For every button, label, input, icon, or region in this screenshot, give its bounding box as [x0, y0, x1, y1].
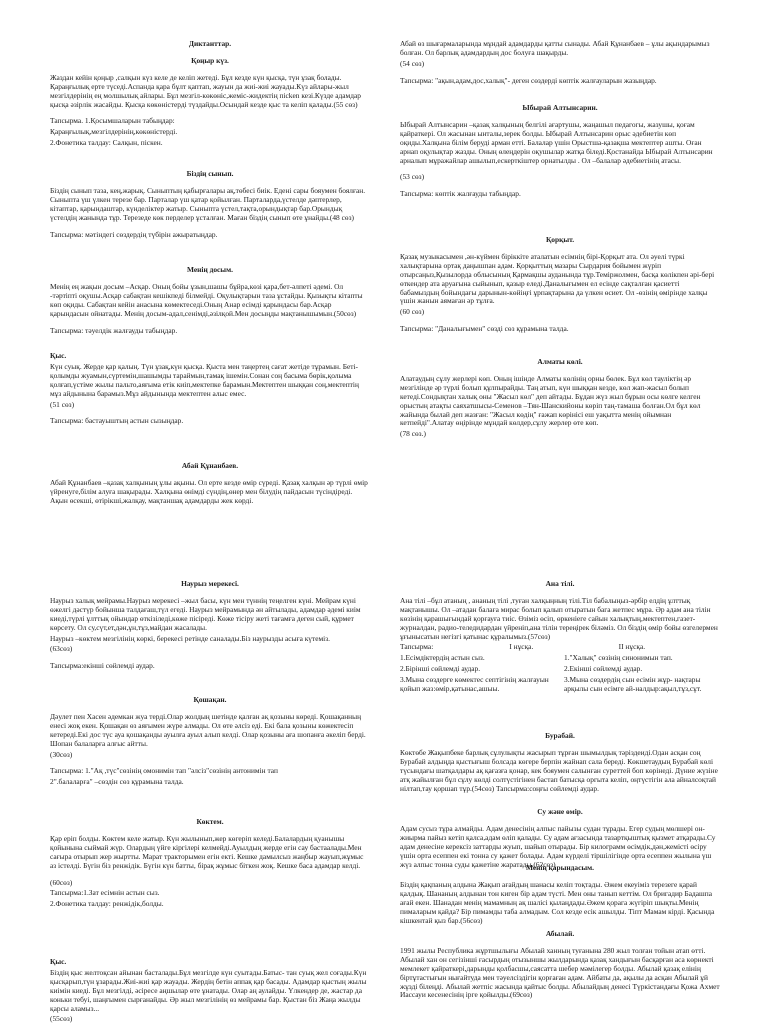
word-count: (51 сөз)	[50, 399, 75, 409]
variant-1-task: 1.Есімдіктердің астын сыз.	[400, 653, 485, 663]
word-count: (63сөз)	[50, 644, 73, 654]
section-title: Біздің сынып.	[186, 169, 234, 178]
word-count: (60сөз)	[50, 877, 73, 887]
section-qys	[50, 352, 370, 434]
section-title: Наурыз мерекесі.	[181, 579, 239, 588]
section-title: Менің досым.	[187, 265, 233, 274]
variant-2-label: II нұсқа.	[618, 642, 646, 652]
section-title: Менің қарындасым.	[525, 863, 595, 872]
variant-row	[400, 676, 720, 694]
task-text: Тапсырма. 1.Қосымшаларын табыңдар:	[50, 116, 175, 126]
section-dictation	[50, 40, 370, 150]
task-label: Тапсырма:	[400, 642, 434, 652]
variant-row	[400, 665, 720, 674]
section-title: Қошақан.	[193, 695, 227, 704]
variant-2-task: 1."Халық" сөзінің синонимын тап.	[564, 653, 673, 663]
dictation-heading: Диктанттар.	[188, 39, 232, 48]
section-title: Ыбырай Алтынсарин.	[522, 103, 598, 112]
variant-1-task: 3.Мына сөздерге көмектес септігінің жалғауын қойып жаз:өмір,қатынас,ашыы.	[400, 675, 549, 694]
section-title: Қоңыр күз.	[191, 55, 229, 65]
section-qys-2	[50, 958, 370, 1026]
variant-1-task: 2.Бірінші сөйлемді аудар.	[400, 664, 481, 674]
section-text: Наурыз –көктем мезгілінің көркі, берекесі ретінде саналады.Біз наурызды асыға күтеміз.	[50, 633, 330, 643]
section-qaryndas	[400, 864, 720, 933]
section-ana-tili	[400, 580, 720, 696]
section-text: Жаздан кейін қоңыр ,салқын күз келе де келіп жетеді. Бұл кезде күн қысқа, түн ұзақ болады. Қараңғылық ерте түседі.Аспанда қара бұлт қаптап, жауын да жиі-жиі жауады.Күз айлары-жыл мезгілдерінің ең молшылық айлары. Бұл мезгіл-көкөніс,жеміс-жидектің пісken кезі.Күзде адамдар қысқа әзірлік жасайды. Қысқа көкөністерді түздайды.Осындай кезде қыс та келіп қалады.(55 сөз)	[50, 72, 361, 109]
section-abay-continued	[400, 40, 720, 94]
section-title: Көктем.	[196, 817, 224, 826]
section-text: Ана тілі –бұл атаның , ананың тілі ,туған халқыңның тілі.Тіл бабалыңыз-әрбір елдің ұлттық мақтанышы. Ол –атадан балаға мирас болып қалып отыратын бага жетпес мұра. Әр адам ана тілін көзінің қарашығындай қорғауға тиіс. Өзіміз өсіп, өркеніеге сайын халықтың,мектептен,газет-журналдан, радио-теледидардан үйреніп,ана тілін тереңірек біләміз. Ол біздің өмір бойы өзгелермен ұғынысатын негізгі қатынас құралымыз.(57сөз)	[400, 595, 718, 641]
section-nauryz	[50, 580, 370, 679]
variant-row	[400, 654, 720, 663]
word-count: (30сөз)	[50, 749, 73, 759]
section-text: Наурыз халық мейрамы.Наурыз мерекесі –жыл басы, күн мен түннің теңелген күні. Мейрам күні өжелгі дәстүр бойынша талдағаш,түл егеді. Наурыз мейрамында ән айтылады, адамдар әдемі киім киеді,түрлі ұлттық ойындар өткізіледі,көже пісіреді. Көже тісіру жеті тағамға деген сый, құрмет көрсету. Ол су,сүт,ет,дән,ұн,тұз,майдан жасалады.	[50, 595, 361, 632]
variants-header	[400, 643, 720, 652]
section-almaty	[400, 358, 720, 441]
section-title: Абылай.	[545, 929, 575, 938]
task-text: Тапсырма: көптік жалғауды табыңдар.	[400, 189, 521, 199]
word-count: (60 сөз)	[400, 307, 425, 317]
section-ybyray	[400, 104, 720, 207]
section-title: Абай Құнанбаев.	[181, 461, 239, 470]
section-title: Бурабай.	[545, 731, 575, 740]
task-text: Тапсырма: "ақын,адам,дос,халық"- деген сөздерді көптік жалғауларын жазыңдар.	[400, 75, 657, 85]
section-qorqyt	[400, 236, 720, 342]
section-bizdin-synyp	[50, 170, 370, 247]
section-burabai	[400, 732, 720, 801]
task-text: Тапсырма: 1."Ақ ,түс"сөзінің омонимін тап "әлсіз"сөзінің антонимін тап	[50, 766, 278, 776]
section-text: Абай Құнанбаев –қазақ халқының ұлы ақыны. Ол ерте кезде өмір сүреді. Қазақ халқын әр түрлі өмір үйренуге,білім алуға шақырады. Халқына өнімді сүндің,өнер мен білудің пайдасын түсіндіреді. Ақын өсекші, өтірікші,жалқау, мақтаншақ адамдарды жек көрді.	[50, 477, 368, 505]
task-text: Тапсырма: тәуелдік жалғауды табыңдар.	[50, 325, 178, 335]
word-count: (78 сөз.)	[400, 429, 426, 439]
section-text: Ыбырай Алтынсарин –қазақ халқының белгілі ағартушы, жаңашыл педагогы, жазушы, қоғам қайраткері. Ол жасынан ынталы,зерек болды. Ыбырай Алтынсарин орыс әдебиетін көп оқиды.Халқына білім беруді арман етті. Балалар үшін Орыстша-қазақша мектептер ашты. Оған арнап оқулықтар жазды. Оның өлеңдерін оқушылар жатқа біледі.Қостанайда Ыбырай Алтынсарин арналып мұражайлар ашылып,ескерткіштер орнатылды . Ол –балалар әдебиетінің атасы.	[400, 119, 713, 165]
section-title: Алматы көлі.	[537, 357, 583, 366]
task-text: Тапсырма:1.Зат есімнін астын сыз.	[50, 888, 160, 898]
word-count: (55сөз)	[50, 1014, 73, 1024]
task-text: Тапсырма: "Даналығымен" сөзді сөз құрамына талда.	[400, 324, 569, 334]
section-title: Ана тілі.	[545, 579, 575, 588]
section-text: Қар еріп болды. Көктем келе жатыр. Күн жылынып,жер көгеріп келеді.Балалардың қуанышы қойынына сыймай жүр. Олардың үйге кіргілері келмейді.Ауылдың жерде егін сау бастаалады.Мен сағыра отырып жер жыртты. Марат тракторымен егін екті. Кешке дамылсыз жаңбыр жауып,жұмыс аз істелді. Бүгін біз ренжідік. Бүгін күн батты, бірақ жұмыс біткен жоқ. Кешке баса адамдар келді.	[50, 833, 364, 870]
task-text: Қараңғылық,мезгілдерінің,көкөністерді.	[50, 127, 178, 137]
word-count: (54 сөз)	[400, 58, 425, 68]
section-text: Дәулет пен Хасен әдемкан жуа терді.Олар жолдың шетінде қалған ақ қозыны көреді. Қошақанның енесі жоқ екен. Қошақан өз аяғымен жүре алмады. Ол өте әлсіз еді. Екі бала қозыны көжектесіп кетереді.Екі дос түс ауа қошақанды ауылға ауыл алып келді. Олар қозыны аға шопанға әкеліп берді. Шопан балаларға алғыс айтты.	[50, 711, 366, 748]
section-text: Біздің қақпаның алдына Жақып ағайдың шанасы келіп тоқтады. Әжем екеуіміз терезеге қарай қалдық. Шананың алдынан тон киген бір адам түсті. Мен оны танып кеттім. Ол бригадир Бадашпа ағай екен. Шанадан менің мамамның ақ шалісі қылаңдады.Әжем қорага жүгіріп шықты.Менің пималарым қайда? Бір пимамды таба алмадым. Сол кезде есік ашылды. Тіпт Мамам кірді. Қасында кішкентай қыз бар.(56сөз)	[400, 879, 715, 925]
section-ablai	[400, 930, 720, 1002]
word-count: (53 сөз)	[400, 172, 425, 182]
task-text: 2".балаларға" –сөздін сөз құрамына талда.	[50, 777, 184, 787]
section-title: Қорқыт.	[545, 235, 575, 244]
section-text: Алатаудың сұлу жерлері көп. Оның ішінде Алматы көлінің орны бөлек. Бұл көл тауліктің әр мезгілінде әр түрлі болып құлпырайды. Таң атып, күн шыққан кезде, көл жап-жасыл болып кетеді.Сондықтан халық оны "Жасыл көл" деп айтады. Бұдан жүз жыл бұрын осы көлге келген орыстың атақты саяхатшысы-Семенов –Тян-Шанскийоны көріп таң-тамаша болған.Ол бұл көл жайында былай деп жазған: "Жасыл көдің" ғажап көрінісі еш уақытта менің ойымнан кетпейді".Алатау өңірінде мұндай көлдер,сұлу жерлер өте көп.	[400, 373, 701, 428]
section-title: Қыс.	[50, 351, 67, 360]
variant-1-label: I нұсқа.	[509, 642, 534, 652]
task-text: 2.Фонетика талдау: Салқын, піскен.	[50, 138, 163, 148]
section-text: Қазақ музыкасымен ,ән-күймен біріккіте аталатын есімнің бірі-Қорқыт ата. Ол әуелі түркі халықтарына ортақ даңышпан адам. Қорқыттың мазары Сырдария бойымен жүріп отырсаңыз,Қызылорда облысының Қармақшы ауданында тұр.Темiржолмен, басқа көлікпен әрі-бері өткендер ата аруағына сыйынып, қазыр еледі.Даналығымен ел есінде сақталған қасиетті бабамыздың бойындағы дарынын-көйіңғі ұрпақтарына да үлкен өсиет. Ол -өзінің өмірінде халқы үшін жанын аямаған әр тұлға.	[400, 251, 715, 306]
section-text: Көктөбе Жақыпбеке барлық сұлулықты жасырып тұрған шымылдық тәріздеиді.Одан асқан соң Бурабай алдыңда қыстығыш болсада көгере берпін жайнап сала береді. Көкшетаудың Бурабай көлі түсындағы шатқалдары ақ қағазға қонар, кек бояумен салынған суреттей боп көрінеді. Дүние жүзіне атқ жайылған бұл сұлу көлді солтүстігінен бастап батысқа оргыта келіп, оңтүстігін ала айналсоқтай нілтап,тау қоршап тұр.(54сөз) Тапсырма:соңғы сөйлемді аудар.	[400, 747, 718, 793]
task-text: Тапсырма: мәтіндегі сөздердің түбірін ажыратыңдар.	[50, 229, 218, 239]
section-qoshaqan	[50, 696, 370, 795]
section-title: Су және өмір.	[537, 807, 583, 816]
task-text: 2.Фонетика талдау: ренжідік,болды.	[50, 899, 164, 909]
section-text: Абай өз шығармаларында мұндай адамдарды қатты сынады. Абай Құнанбаев – ұлы ақындарымыз болған. Ол барлық адамдардың дос болуға шақырды.	[400, 39, 710, 57]
section-text: 1991 жылы Республика жұртшылығы Абылай ханның туғанына 280 жыл толған тойын атап өтті. Абылай хан он сегізінші ғасырдың отызыншы жылдарында қазақ хандығын басқарған аса көрнекті мемлекет қайраткері,дарынды қолбасшы,саясатта шебер мәмілегер болды. Абылай қазақ елінің біртұтастығын нығайтуда мен тәуелсіздігін қорғаған адам. Айбаты да, ақылы да асқан Абылай ұй жұзді білеңді. Абылай жетпіс жасында қайтыс болды. Абылайдың денесі Түркістандағы Қожа Ахмет Иассауи кесенесінің ірге қойылды.(69сөз)	[400, 945, 720, 1000]
section-text: Біздің сынып таза, кең,жарық. Сыныптың қабырғалары ақ,төбесі биік. Едені сары бояумен боялған. Сыныпта үш үлкен терезе бар. Парталар үш қатар қойылған. Парталарда,үстелде дәптерлер, кітаптар, қарындаштар, күнделіктер жатыр. Сыныпта үстел,тақта,орындықтар бар.Орындық үстелдің жанында тұр. Терезеде көк перделер ұсталған. Маған біздің сынып өте ұнайды.(48 сөз)	[50, 185, 366, 222]
section-text: Адам сусыз тұра алмайды. Адам денесінің алпыс пайызы судан тұрады. Егер судың мөлшері он-жиырма пайыз кетіп қалса,адам өліп қалады. Су адам ағзасында тазартқыштық қызмет атқарады.Су адам денесіне керексіз заттарды жуып, шайып отырады. Бір килограмм өсімдік,дән,жемісті өсіру үшін орта есеппен екі тонна су қажет болады. Адам күрделі тіршілігінде орта есеппен жылына үш жүз алпыс тонна суды қажетіне жаратады.(62сөз)	[400, 823, 716, 869]
section-text: Күн суық. Жерде қар қалың. Түн ұзақ,күн қысқа. Қыста мен таңертең сағат жетіде тұрамын. Беті-қолымды жуамын,сүртемін,шашымды тараймын,тамақ ішемін.Сонан соң басыма бөрік,қолыма қолғап,үстіме жылы пальто,аяғыма етік киіп,мектепке барамын.Мектептен шыққан соң,мектептің мұз айдынына барамыз.Мұз айдынында мектептен алыс емес.	[50, 361, 359, 398]
section-koktem	[50, 818, 370, 917]
section-abay	[50, 462, 370, 514]
section-text: Біздің қыс желтоқсан айынан басталады.Бұл мезгілде күн суытады.Батыс- тан суық жел соғады.Күн қысқарып,түн ұзарады.Жиі-жиі қар жауады. Жердің бетін аппақ қар басады. Адамдар қыстың жылы киімін киеді. Бұл мезгілді, әсіресе аңшылар өте ұнатады. Олар аң аулайды. Үлкендер де, жастар да коньки тебуі, шаңғымен сырғанайды. Әр жыл мезгілінің өз мейрамы бар. Қыстан біз Жаңа жылды қарсы аламыз...	[50, 967, 367, 1013]
section-title: Қыс.	[50, 957, 67, 966]
section-menin-dosym	[50, 266, 370, 343]
variant-2-task: 3.Мына сөздердің сын есімін жұр- нақтары арқылы сын есімге ай-налдыр:ақыл,тұз,сұт.	[564, 675, 702, 694]
variant-2-task: 2.Екінші сөйлемді аудар.	[564, 664, 643, 674]
task-text: Тапсырма: бастауыштың астын сызыңдар.	[50, 416, 184, 426]
task-text: Тапсырма:екінші сөйлемді аудар.	[50, 661, 155, 671]
section-text: Менің ең жақын досым –Асқар. Оның бойы ұзын,шашы бұйра,көзі қара,бет-әлпеті әдемі. Ол -тәртіпті оқушы.Асқар сабақтан кешікпеді білмейді. Оқулықтарын таза ұстайды. Қызықты кітапты көп оқиды. Сабақтан кейін анасына көмектеседі.Оның Анар есімді қарындасы бар.Асқар қарындасын ойнатады. Менің досым-адал,сенімді,әзілқой.Мен досыңды мақтанышымын.(50сөз)	[50, 281, 363, 318]
